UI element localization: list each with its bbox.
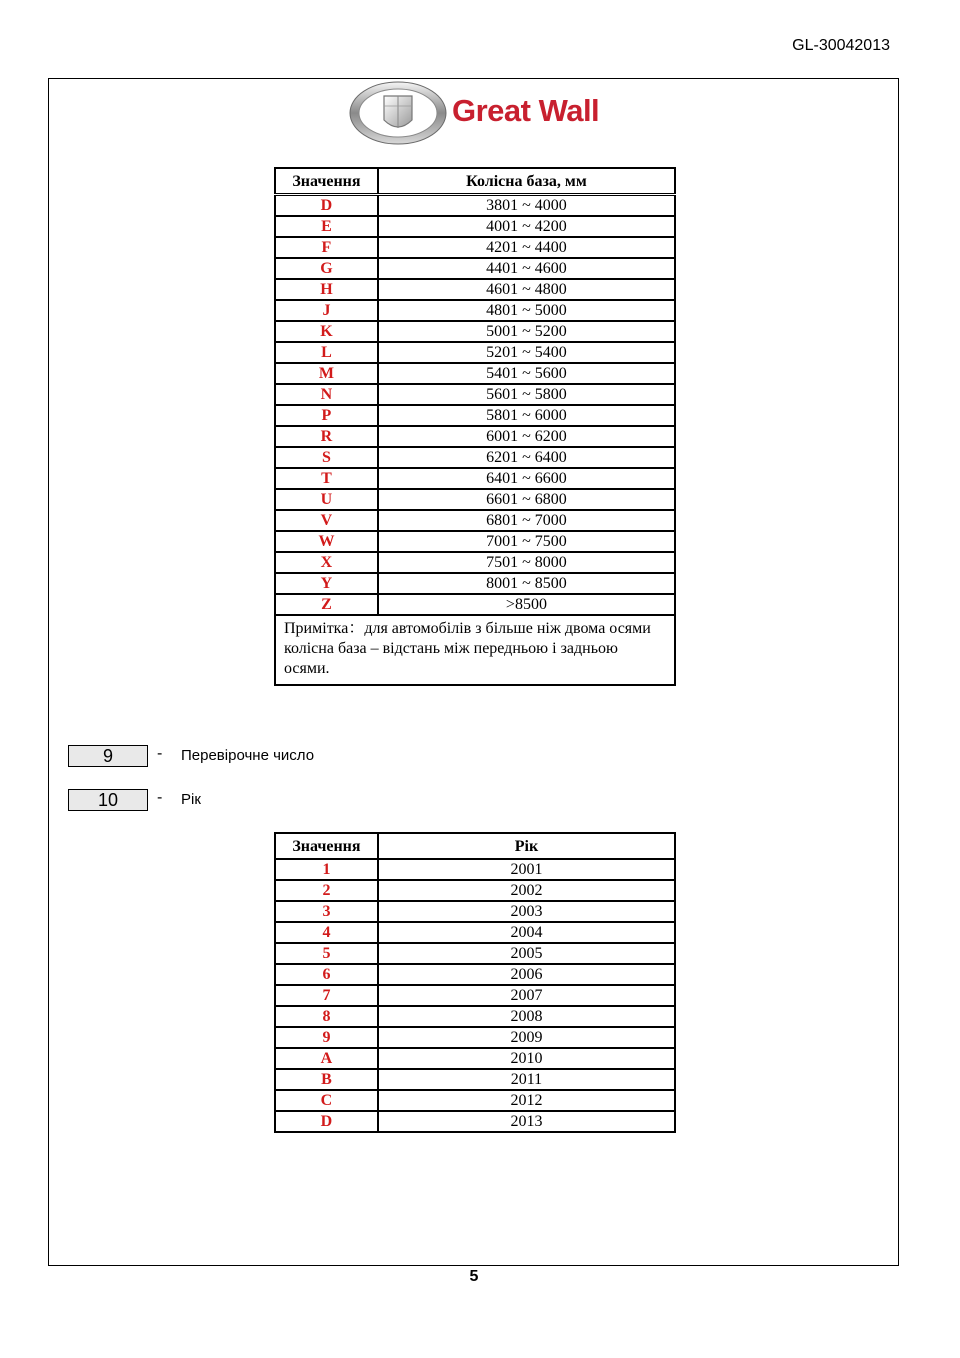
value-cell: 4801 ~ 5000 [378, 300, 675, 321]
note-row [275, 615, 675, 685]
table-row [275, 279, 675, 300]
table-row [275, 985, 675, 1006]
table-row [275, 922, 675, 943]
code-cell: 3 [275, 901, 378, 922]
code-cell: X [275, 552, 378, 573]
code-cell: 5 [275, 943, 378, 964]
table-row [275, 447, 675, 468]
table-row [275, 901, 675, 922]
value-cell: 5401 ~ 5600 [378, 363, 675, 384]
code-cell: P [275, 405, 378, 426]
code-cell: N [275, 384, 378, 405]
value-cell: 2009 [378, 1027, 675, 1048]
code-cell: 2 [275, 880, 378, 901]
value-cell: 6801 ~ 7000 [378, 510, 675, 531]
position-dash: - [157, 789, 163, 806]
code-cell: Y [275, 573, 378, 594]
value-cell: 2013 [378, 1111, 675, 1132]
value-cell: 2012 [378, 1090, 675, 1111]
value-cell: 6601 ~ 6800 [378, 489, 675, 510]
code-cell: C [275, 1090, 378, 1111]
table-row [275, 342, 675, 363]
code-cell: U [275, 489, 378, 510]
code-cell: 6 [275, 964, 378, 985]
code-cell: B [275, 1069, 378, 1090]
value-cell: 2008 [378, 1006, 675, 1027]
value-cell: 6201 ~ 6400 [378, 447, 675, 468]
table-row [275, 531, 675, 552]
table-row [275, 1006, 675, 1027]
value-cell: 4401 ~ 4600 [378, 258, 675, 279]
table-row [275, 489, 675, 510]
code-cell: G [275, 258, 378, 279]
table-row [275, 1090, 675, 1111]
code-cell: K [275, 321, 378, 342]
table-note: Примітка：для автомобілів з більше ніж двома осями колісна база – відстань між передньою і задньою осями. [275, 615, 675, 685]
value-cell: 7501 ~ 8000 [378, 552, 675, 573]
code-cell: 7 [275, 985, 378, 1006]
code-cell: A [275, 1048, 378, 1069]
table-row [275, 426, 675, 447]
year-table [274, 832, 676, 1133]
value-cell: 3801 ~ 4000 [378, 195, 675, 217]
table-row [275, 363, 675, 384]
code-cell: L [275, 342, 378, 363]
value-cell: 2003 [378, 901, 675, 922]
code-cell: Z [275, 594, 378, 615]
table-row [275, 468, 675, 489]
column-header-code: Значення [275, 168, 378, 195]
great-wall-logo [348, 80, 608, 146]
code-cell: D [275, 1111, 378, 1132]
code-cell: F [275, 237, 378, 258]
column-header-wheelbase: Колісна база, мм [378, 168, 675, 195]
value-cell: 2004 [378, 922, 675, 943]
code-cell: J [275, 300, 378, 321]
code-cell: M [275, 363, 378, 384]
logo-text: Great Wall [452, 93, 600, 128]
value-cell: 4201 ~ 4400 [378, 237, 675, 258]
code-cell: E [275, 216, 378, 237]
wheelbase-table [274, 167, 676, 686]
table-row [275, 880, 675, 901]
great-wall-emblem-icon [348, 80, 452, 146]
code-cell: 1 [275, 859, 378, 880]
position-dash: - [157, 745, 163, 762]
code-cell: 9 [275, 1027, 378, 1048]
value-cell: 2005 [378, 943, 675, 964]
value-cell: 4001 ~ 4200 [378, 216, 675, 237]
value-cell: 8001 ~ 8500 [378, 573, 675, 594]
code-cell: V [275, 510, 378, 531]
value-cell: >8500 [378, 594, 675, 615]
table-row [275, 594, 675, 615]
table-row [275, 237, 675, 258]
value-cell: 2011 [378, 1069, 675, 1090]
table-row [275, 510, 675, 531]
code-cell: R [275, 426, 378, 447]
table-row [275, 216, 675, 237]
document-code: GL-30042013 [792, 37, 890, 54]
column-header-year: Рік [378, 833, 675, 859]
value-cell: 6401 ~ 6600 [378, 468, 675, 489]
value-cell: 5001 ~ 5200 [378, 321, 675, 342]
value-cell: 7001 ~ 7500 [378, 531, 675, 552]
value-cell: 4601 ~ 4800 [378, 279, 675, 300]
code-cell: W [275, 531, 378, 552]
position-number-box: 10 [68, 789, 148, 811]
table-row [275, 384, 675, 405]
table-row [275, 1048, 675, 1069]
value-cell: 2002 [378, 880, 675, 901]
value-cell: 5201 ~ 5400 [378, 342, 675, 363]
column-header-code: Значення [275, 833, 378, 859]
table-row [275, 195, 675, 217]
code-cell: H [275, 279, 378, 300]
table-row [275, 552, 675, 573]
table-row [275, 943, 675, 964]
code-cell: 4 [275, 922, 378, 943]
table-row [275, 964, 675, 985]
code-cell: 8 [275, 1006, 378, 1027]
table-row [275, 258, 675, 279]
table-row [275, 1027, 675, 1048]
table-row [275, 1069, 675, 1090]
value-cell: 5801 ~ 6000 [378, 405, 675, 426]
value-cell: 2001 [378, 859, 675, 880]
table-row [275, 573, 675, 594]
value-cell: 2010 [378, 1048, 675, 1069]
table-row [275, 300, 675, 321]
value-cell: 5601 ~ 5800 [378, 384, 675, 405]
value-cell: 2007 [378, 985, 675, 1006]
code-cell: D [275, 195, 378, 217]
table-row [275, 859, 675, 880]
value-cell: 6001 ~ 6200 [378, 426, 675, 447]
table-row [275, 321, 675, 342]
table-row [275, 405, 675, 426]
position-number-box: 9 [68, 745, 148, 767]
position-label: Рік [181, 791, 201, 808]
table-row [275, 1111, 675, 1132]
code-cell: T [275, 468, 378, 489]
page-number: 5 [469, 1268, 479, 1285]
position-label: Перевірочне число [181, 747, 315, 764]
code-cell: S [275, 447, 378, 468]
value-cell: 2006 [378, 964, 675, 985]
